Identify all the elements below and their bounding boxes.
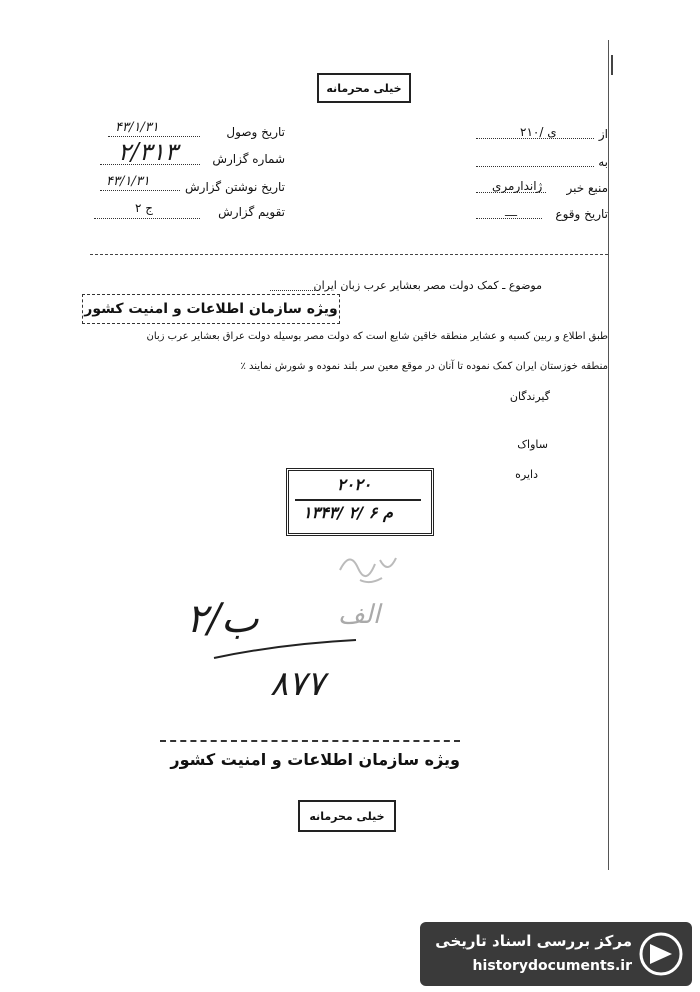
report-no-field — [200, 152, 285, 166]
handwriting-mark-1: الف — [338, 600, 381, 630]
registration-stamp-line2: ۱۳۴۳/ ۲/ ۶ م — [303, 503, 393, 522]
report-eval-label: تقویم گزارش — [218, 205, 285, 219]
receipt-date-dots — [108, 136, 200, 137]
to-label: به — [598, 155, 608, 169]
report-write-date-dots — [100, 190, 180, 191]
handwriting-mark-2: ب/۲ — [186, 596, 259, 642]
handwriting-number: ۸۷۷ — [270, 664, 325, 704]
header-classification-box — [317, 73, 411, 103]
report-eval-value: ج ۲ — [135, 201, 154, 215]
footer-classification-box — [298, 800, 396, 832]
special-stamp-box — [82, 294, 340, 324]
receipt-date-value: ۴۳/۱/۳۱ — [115, 120, 159, 135]
report-no-dots — [100, 164, 200, 165]
header-classification: خیلی محرمانه — [326, 81, 402, 95]
from-dots — [476, 138, 594, 139]
report-no-label: شماره گزارش — [212, 152, 285, 166]
report-no-value: ۲/۳۱۳ — [118, 138, 178, 166]
bottom-special-stamp: ویژه سازمان اطلاعات و امنیت کشور — [170, 750, 460, 769]
report-eval-dots — [94, 218, 200, 219]
registration-stamp — [286, 468, 434, 536]
watermark-logo-icon — [638, 930, 684, 978]
body-line-2: منطقه خوزستان ایران کمک نموده تا آنان در موقع معین سر بلند نموده و شورش نمایند ٪ — [240, 361, 608, 372]
right-margin-line — [608, 40, 609, 870]
source-dots — [476, 192, 546, 193]
header-separator — [90, 254, 608, 255]
recipient-2: دایره — [515, 468, 538, 481]
handwriting-scribble-icon — [330, 540, 410, 590]
from-value: ۲۱۰/ ی — [520, 125, 557, 139]
source-value: ژاندارمری — [492, 179, 543, 193]
registration-stamp-divider — [295, 499, 421, 501]
registration-stamp-line1: ۲۰۲۰ — [337, 475, 372, 494]
recipients-label: گیرندگان — [509, 390, 550, 403]
source-label: منبع خبر — [566, 181, 608, 195]
watermark-title: مرکز بررسی اسناد تاریخی — [435, 932, 632, 950]
to-dots — [476, 166, 594, 167]
body-line-1: طبق اطلاع و ربین کسبه و عشایر منطقه خاقین شایع است که دولت مصر بوسیله دولت عراق بعشایر عرب زبان — [146, 331, 608, 342]
report-write-date-label: تاریخ نوشتن گزارش — [185, 180, 285, 194]
watermark-url: historydocuments.ir — [472, 958, 632, 974]
report-write-date-field — [180, 180, 285, 194]
special-stamp-text: ویژه سازمان اطلاعات و امنیت کشور — [84, 301, 338, 317]
event-date-dots — [476, 218, 542, 219]
recipient-1: ساواک — [517, 438, 548, 451]
event-date-label: تاریخ وقوع — [555, 207, 608, 221]
right-edge-mark — [611, 55, 613, 75]
from-label: از — [598, 127, 608, 141]
event-date-value: __ — [505, 202, 517, 216]
receipt-date-label: تاریخ وصول — [226, 125, 285, 139]
bottom-stamp-border — [160, 740, 460, 742]
watermark-banner — [420, 922, 692, 986]
report-eval-field — [200, 205, 285, 219]
subject-line: موضوع ـ کمک دولت مصر بعشایر عرب زبان ایران — [313, 279, 542, 292]
subject-dots — [270, 290, 315, 291]
receipt-date-field — [200, 125, 285, 139]
report-write-date-value: ۴۳/۱/۳۱ — [106, 174, 150, 189]
footer-classification: خیلی محرمانه — [309, 809, 385, 823]
handwriting-underline-icon — [210, 636, 360, 666]
